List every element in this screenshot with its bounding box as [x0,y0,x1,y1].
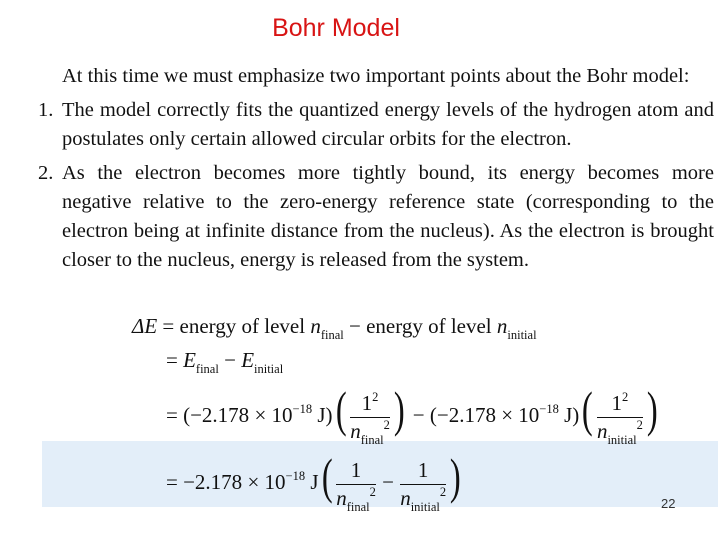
paren: ) [572,403,580,427]
point-text: As the electron becomes more tightly bound, its energy becomes more negative relative to the zero-energy reference state (corresponding to the electron being at infinite distance from the nucleus). As the electron is brought closer to the nucleus, energy is released from the system. [62,162,714,271]
minus-sign: − [224,348,236,372]
text-block [38,62,714,275]
paren: ( [183,403,191,427]
times-sign: × [247,470,260,494]
e-final: $E_{final}$ [183,348,219,376]
big-paren: ( [582,381,594,437]
power-of-ten: $10^{-18}$ [264,469,306,494]
big-paren: ( [335,381,347,437]
point-number: 2. [38,162,54,184]
big-paren: ) [450,448,461,504]
point-number: 1. [38,99,54,121]
coefficient: −2.178 [190,403,250,427]
e-initial: $E_{initial}$ [241,348,284,376]
fraction-final: $\frac{1}{n_{final}^2}$ [336,457,376,514]
point-text: The model correctly fits the quantized energy levels of the hydrogen atom and postulates only certain allowed circular orbits for the electron. [62,99,714,150]
fraction-final: $\frac{1^2}{n_{final}^2}$ [350,389,390,447]
big-paren: ) [646,381,658,437]
equation-line-2 [166,348,284,376]
slide-title: Bohr Model [272,14,400,42]
minus-sign: − [382,470,394,494]
times-sign: × [254,403,267,427]
equals-sign: = [162,314,175,338]
paren: ( [429,403,437,427]
equals-sign: = [166,348,178,372]
paren: ) [325,403,333,427]
minus-sign: − [348,314,361,338]
coefficient: −2.178 [436,403,496,427]
coefficient: −2.178 [183,470,243,494]
equals-sign: = [166,470,178,494]
minus-sign: − [412,403,425,427]
fraction-initial: $\frac{1^2}{n_{initial}^2}$ [596,389,643,447]
point-2 [38,159,714,275]
equation-line-4 [166,443,464,514]
n-final: $n_{final}$ [310,314,344,342]
energy-of-level-text: energy of level [366,314,492,338]
times-sign: × [501,403,514,427]
intro-text: At this time we must emphasize two important points about the Bohr model: [62,65,690,87]
big-paren: ( [321,448,333,504]
joule-unit: J [310,470,319,494]
equals-sign: = [166,403,178,427]
power-of-ten: $10^{-18}$ [271,402,313,427]
joule-unit: J [564,403,573,427]
delta-e: ΔE [132,314,158,338]
big-paren: ) [393,381,405,437]
energy-of-level-text: energy of level [179,314,306,338]
power-of-ten: $10^{-18}$ [518,402,559,427]
equation-line-3 [166,376,661,447]
equation-line-1 [132,314,537,342]
n-initial: $n_{initial}$ [496,314,537,342]
point-1 [38,96,714,154]
page-number: 22 [661,496,676,511]
fraction-initial: $\frac{1}{n_{initial}^2}$ [400,457,447,514]
joule-unit: J [317,403,326,427]
